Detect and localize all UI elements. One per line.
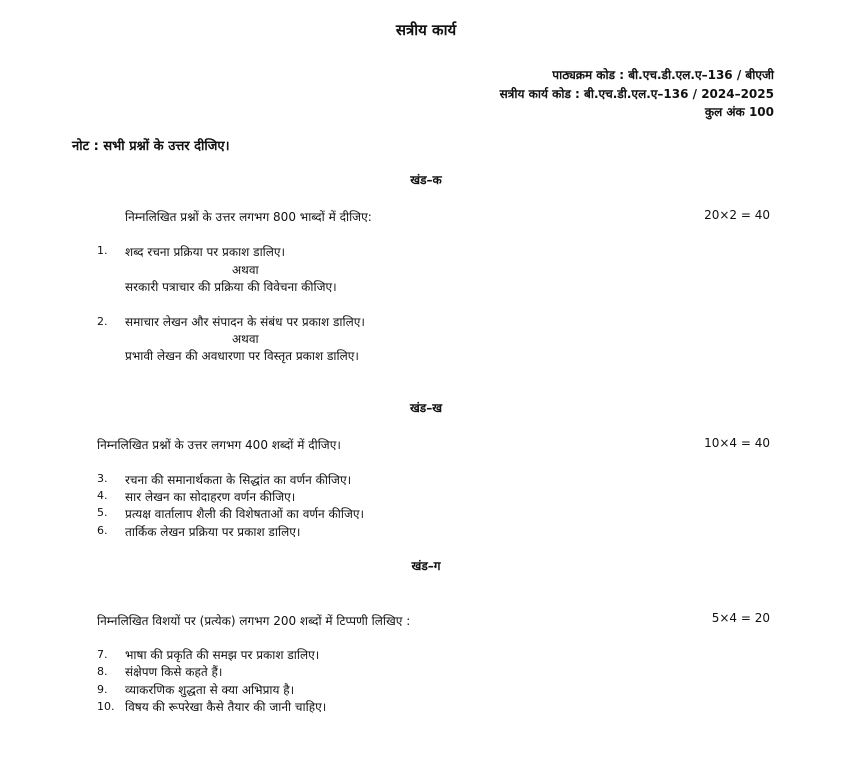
section-c-heading: खंड–ग xyxy=(411,559,441,573)
section-a-heading: खंड–क xyxy=(410,173,442,187)
question-text: समाचार लेखन और संपादन के संबंध पर प्रकाश डालिए। xyxy=(125,315,365,329)
question-text: तार्किक लेखन प्रक्रिया पर प्रकाश डालिए। xyxy=(125,525,301,539)
section-a-marks: 20×2 = 40 xyxy=(704,208,770,222)
question-text: विषय की रूपरेखा कैसे तैयार की जानी चाहिए। xyxy=(125,700,327,714)
section-b-instruction: निम्नलिखित प्रश्नों के उत्तर लगभग 400 शब्दों में दीजिए। xyxy=(97,438,341,452)
section-c-instruction: निम्नलिखित विशयों पर (प्रत्येक) लगभग 200 शब्दों में टिप्पणी लिखिए : xyxy=(97,614,411,628)
question-number: 4. xyxy=(97,489,108,502)
page-title: सत्रीय कार्य xyxy=(395,21,457,39)
question-number: 9. xyxy=(97,683,108,696)
section-a-instruction: निम्नलिखित प्रश्नों के उत्तर लगभग 800 भाब्दों में दीजिए: xyxy=(125,210,372,224)
question-text: शब्द रचना प्रक्रिया पर प्रकाश डालिए। xyxy=(125,245,286,259)
course-code: पाठ्यक्रम कोड : बी.एच.डी.एल.ए–136 / बीएजी xyxy=(552,68,774,82)
question-number: 5. xyxy=(97,506,108,519)
question-text: रचना की समानार्थकता के सिद्धांत का वर्णन कीजिए। xyxy=(125,473,352,487)
total-marks: कुल अंक 100 xyxy=(704,105,774,119)
question-alternative: प्रभावी लेखन की अवधारणा पर विस्तृत प्रकाश डालिए। xyxy=(125,349,359,363)
question-text: भाषा की प्रकृति की समझ पर प्रकाश डालिए। xyxy=(125,648,320,662)
or-label: अथवा xyxy=(232,332,259,346)
question-text: सार लेखन का सोदाहरण वर्णन कीजिए। xyxy=(125,490,296,504)
question-text: प्रत्यक्ष वार्तालाप शैली की विशेषताओं का वर्णन कीजिए। xyxy=(125,507,365,521)
question-number: 7. xyxy=(97,648,108,661)
question-number: 3. xyxy=(97,472,108,485)
note: नोट : सभी प्रश्नों के उत्तर दीजिए। xyxy=(72,139,230,154)
question-number: 6. xyxy=(97,524,108,537)
question-number: 10. xyxy=(97,700,115,713)
question-number: 1. xyxy=(97,244,108,257)
question-alternative: सरकारी पत्राचार की प्रक्रिया की विवेचना कीजिए। xyxy=(125,280,337,294)
or-label: अथवा xyxy=(232,263,259,277)
question-text: संक्षेपण किसे कहते हैं। xyxy=(125,665,223,679)
question-text: व्याकरणिक शुद्धता से क्या अभिप्राय है। xyxy=(125,683,295,697)
section-b-marks: 10×4 = 40 xyxy=(704,436,770,450)
question-number: 2. xyxy=(97,315,108,328)
question-number: 8. xyxy=(97,665,108,678)
assignment-code: सत्रीय कार्य कोड : बी.एच.डी.एल.ए–136 / 2024–2025 xyxy=(499,87,774,101)
section-b-heading: खंड–ख xyxy=(409,401,443,415)
section-c-marks: 5×4 = 20 xyxy=(711,611,770,625)
